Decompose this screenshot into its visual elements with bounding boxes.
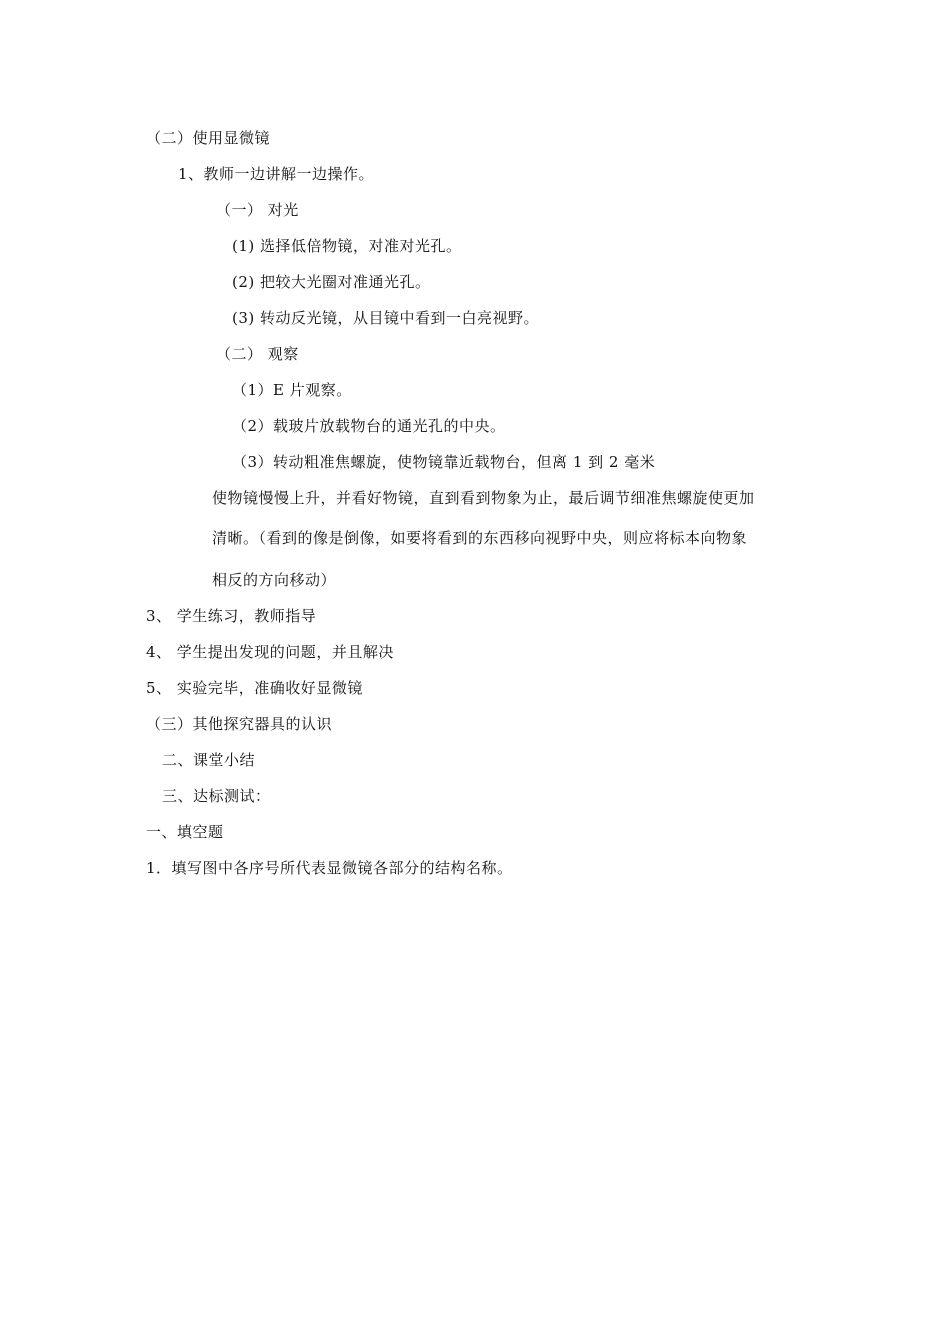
observe-step-3-cont-3: 相反的方向移动） (212, 571, 337, 589)
observe-step-3-cont-2: 清晰。（看到的像是倒像，如要将看到的东西移向视野中央，则应将标本向物象 (212, 529, 748, 547)
section-heading-summary: 二、课堂小结 (162, 751, 256, 769)
section-heading-use-microscope: （二）使用显微镜 (146, 129, 271, 147)
subheading-observe: （二） 观察 (216, 345, 299, 363)
step-teacher-demo: 1、教师一边讲解一边操作。 (178, 165, 375, 183)
section-heading-test: 三、达标测试： (162, 787, 271, 805)
observe-step-1: （1）E 片观察。 (232, 381, 352, 399)
step-student-questions: 4、 学生提出发现的问题，并且解决 (146, 643, 394, 661)
observe-step-3: （3）转动粗准焦螺旋，使物镜靠近载物台，但离 1 到 2 毫米 (232, 453, 656, 471)
question-1: 1．填写图中各序号所代表显微镜各部分的结构名称。 (146, 859, 513, 877)
light-step-2: (2) 把较大光圈对准通光孔。 (232, 273, 431, 291)
question-type-fill-blank: 一、填空题 (146, 823, 224, 841)
observe-step-2: （2）载玻片放载物台的通光孔的中央。 (232, 417, 506, 435)
section-heading-other-tools: （三）其他探究器具的认识 (146, 715, 333, 733)
light-step-1: (1) 选择低倍物镜，对准对光孔。 (232, 237, 462, 255)
step-experiment-finish: 5、 实验完毕，准确收好显微镜 (146, 679, 363, 697)
subheading-light-adjust: （一） 对光 (216, 201, 299, 219)
observe-step-3-cont-1: 使物镜慢慢上升，并看好物镜，直到看到物象为止，最后调节细准焦螺旋使更加 (212, 489, 755, 507)
light-step-3: (3) 转动反光镜，从目镜中看到一白亮视野。 (232, 309, 540, 327)
step-student-practice: 3、 学生练习，教师指导 (146, 607, 317, 625)
